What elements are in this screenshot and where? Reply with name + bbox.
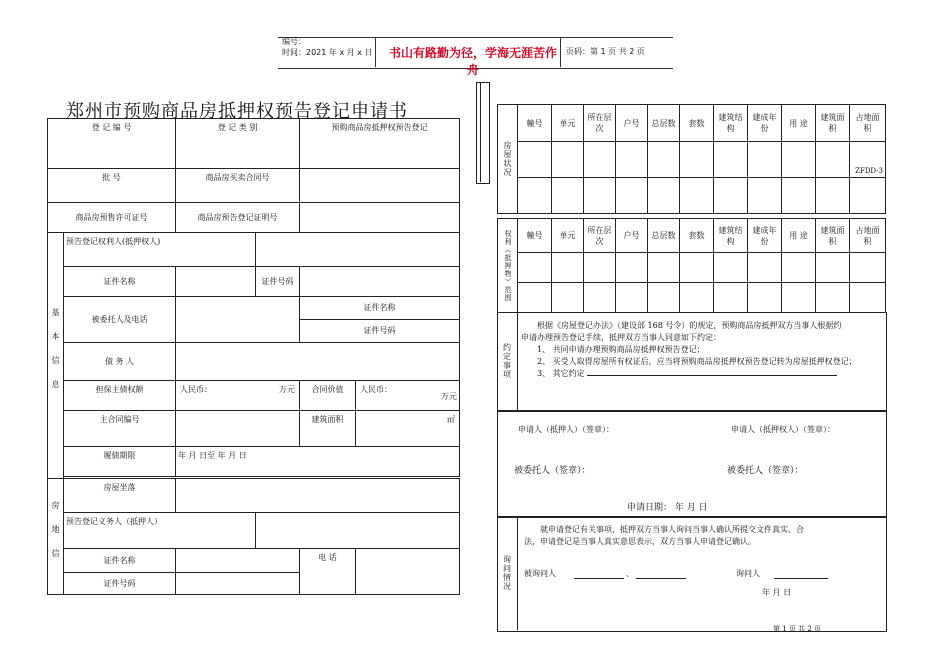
reg-no-label: 登 记 编 号 [48, 119, 176, 169]
cert-name-label-2: 证件名称 [300, 297, 459, 320]
debtor-label: 债 务 人 [64, 343, 176, 381]
inquiry-line-1: 就申请登记有关事项，抵押双方当事人询问当事人确认所提交文件真实、合 [540, 525, 804, 534]
reg-type-label: 登 记 类 别 [176, 119, 300, 169]
main-contract-label: 主合同编号 [64, 411, 176, 447]
mortgage-side-label: 权利（抵押物）范围 [498, 219, 518, 313]
house-status-table [497, 104, 886, 214]
house-col-header: 建筑结构 [714, 105, 748, 142]
house-col-header: 户号 [616, 105, 648, 142]
main-contract-value [176, 411, 300, 447]
mortgage-col-header: 所在层次 [584, 219, 616, 253]
inquiry-line-2: 法，申请登记是当事人真实意思表示，双方当事人申请登记确认。 [524, 537, 756, 546]
cert-no-label: 证件号码 [256, 267, 300, 297]
header-page: 页码：第 1 页 共 2 页 [566, 47, 645, 56]
location-value [176, 479, 460, 513]
obligee-label: 预告登记权利人(抵押权人) [64, 233, 256, 267]
inquiry-text [524, 524, 879, 548]
phone-value [356, 549, 460, 595]
rmb-label-2: 人民币： [360, 385, 393, 394]
house-col-header: 单元 [552, 105, 584, 142]
cert-no-label-3: 证件号码 [64, 573, 176, 595]
mortgage-scope-table [497, 218, 886, 313]
area-value [356, 411, 460, 447]
mortgage-col-header: 幢号 [518, 219, 552, 253]
area-label: 建筑面积 [300, 411, 356, 447]
house-status-side-label: 房屋状况 [498, 105, 518, 214]
agreement-line-2: 申请办理预告登记手续，抵押双方当事人同意如下约定： [521, 333, 721, 342]
sign-separator: 、 [626, 569, 634, 578]
presale-label: 商品房预售许可证号 [48, 203, 176, 233]
header-divider [375, 37, 376, 67]
form-code: ZFDD-3 [850, 142, 886, 178]
debtor-value [176, 343, 460, 381]
rmb-label: 人民币： [180, 385, 213, 394]
left-form-table [47, 118, 460, 595]
header-motto: 书山有路勤为径，学海无涯苦作舟 [388, 46, 557, 77]
section-basic-label: 基本信息 [48, 233, 64, 479]
house-col-header: 所在层次 [584, 105, 616, 142]
page-title: 郑州市预购商品房抵押权预告登记申请书 [66, 101, 408, 122]
agent-label: 被委托人及电话 [64, 297, 176, 343]
mortgage-col-header: 总层数 [648, 219, 680, 253]
phone-label: 电 话 [300, 549, 356, 595]
reg-type-value: 预购商品房抵押权预告登记 [300, 119, 460, 169]
agent-2: 被委托人（签章）： [727, 466, 804, 476]
wan-yuan-label-2: 万元 [441, 392, 457, 401]
location-label: 房屋坐落 [64, 479, 176, 513]
agreement-item-1: 1、 共同申请办理预购商品房抵押权预告登记； [537, 345, 705, 354]
wan-yuan-label: 万元 [279, 385, 296, 394]
agreement-item-3 [521, 368, 881, 380]
asked-sign-line-2 [636, 578, 686, 579]
house-col-header: 占地面积 [850, 105, 886, 142]
agent-value [176, 297, 300, 343]
period-value: 年 月 日至 年 月 日 [176, 447, 460, 477]
period-label: 履债期限 [64, 447, 176, 477]
approve-label: 批 号 [48, 169, 176, 203]
section-estate-label: 房地信 [48, 479, 64, 595]
applicant-mortgagor: 申请人（抵押人）（签章）： [518, 425, 614, 434]
other-terms-line [587, 375, 837, 376]
agreement-side-label: 约定事项 [502, 343, 512, 379]
cert-name-value [176, 267, 256, 297]
inquiry-side [497, 516, 518, 630]
mortgage-col-header: 占地面积 [850, 219, 886, 253]
house-col-header: 建筑面积 [816, 105, 850, 142]
cert-name-label-3: 证件名称 [64, 549, 176, 573]
agent-cert-cell [300, 297, 460, 343]
binding-line [480, 82, 481, 182]
sqm-unit: ㎡ [447, 415, 456, 424]
inquiry-side-label: 询问情况 [502, 555, 512, 591]
house-col-header: 用 途 [782, 105, 816, 142]
cert-name-value-3 [176, 549, 300, 573]
mortgage-col-header: 用 途 [782, 219, 816, 253]
inquiry-signatures [524, 568, 686, 579]
mortgage-col-header: 建筑面积 [816, 219, 850, 253]
contract-value-label: 合同价值 [300, 381, 356, 411]
mortgage-col-header: 建成年份 [748, 219, 782, 253]
application-date: 申请日期： 年 月 日 [627, 503, 708, 513]
inquiry-date: 年 月 日 [762, 588, 792, 597]
asked-label: 被询问人 [524, 569, 556, 578]
mortgage-col-header: 建筑结构 [714, 219, 748, 253]
cert-no-value-3 [176, 573, 300, 595]
mortgage-col-header: 户号 [616, 219, 648, 253]
cert-no-label-2: 证件号码 [363, 326, 396, 335]
header-code: 编号： [282, 37, 306, 46]
guarantee-label: 担保主债权额 [64, 381, 176, 411]
agreement-item-3-text: 3、 其它约定 [537, 369, 585, 378]
house-col-header: 套数 [680, 105, 714, 142]
obligor-value [256, 513, 460, 549]
agreement-text [521, 320, 881, 380]
header-divider [560, 37, 561, 67]
guarantee-value [176, 381, 300, 411]
cert-name-label: 证件名称 [64, 267, 176, 297]
prereg-cert-value [300, 203, 460, 233]
obligee-value [256, 233, 460, 267]
agreement-side [497, 312, 518, 410]
contract-value [300, 169, 460, 203]
house-col-header: 幢号 [518, 105, 552, 142]
cert-no-value [300, 267, 460, 297]
header-meta [282, 36, 373, 58]
agreement-item-2: 2、 买受人取得房屋所有权证后，应当将预购商品房抵押权预告登记转为房屋抵押权登记； [537, 357, 857, 366]
agent-1: 被委托人（签章）： [514, 466, 591, 476]
agreement-line-1: 根据《房屋登记办法》（建设部 168 号令）的规定，预购商品房抵押双方当事人根据约 [537, 321, 842, 330]
page-footer: 第 1 页 共 2 页 [773, 625, 822, 633]
binding-strip [476, 82, 490, 184]
asker-sign-line [774, 578, 828, 579]
asker-label: 询问人 [736, 569, 760, 578]
asker-signature [736, 568, 828, 579]
house-col-header: 总层数 [648, 105, 680, 142]
mortgage-col-header: 套数 [680, 219, 714, 253]
house-col-header: 建成年份 [748, 105, 782, 142]
header-time: 时间：2021 年 x 月 x 日 [282, 48, 373, 57]
contract-label: 商品房买卖合同号 [176, 169, 300, 203]
asked-sign-line [574, 578, 624, 579]
applicant-mortgagee: 申请人（抵押权人）（签章）： [731, 425, 835, 434]
mortgage-col-header: 单元 [552, 219, 584, 253]
obligor-label: 预告登记义务人（抵押人） [64, 513, 256, 549]
prereg-cert-label: 商品房预告登记证明号 [176, 203, 300, 233]
